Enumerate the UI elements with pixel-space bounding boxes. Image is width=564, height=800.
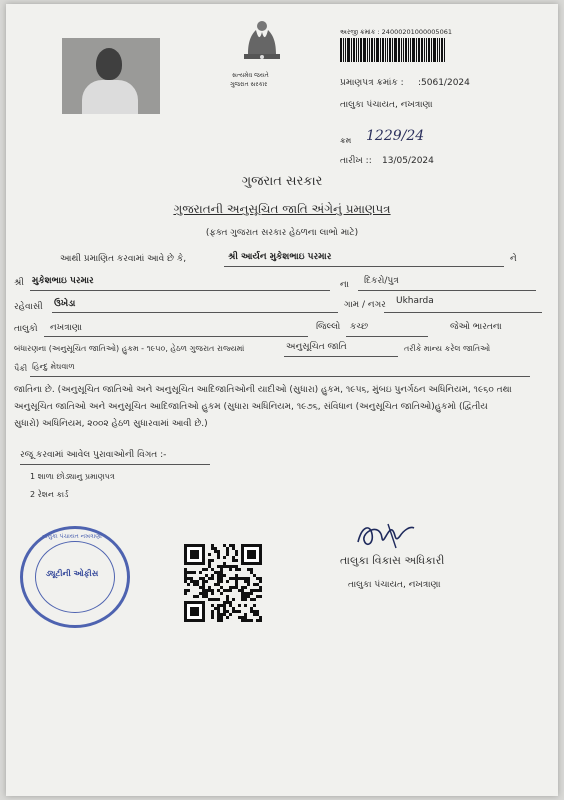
recognized-text: તરીકે માન્ય કરેલ જાતિઓ [404, 344, 491, 353]
subcaste-value: હિન્દુ મેઘવાળ [32, 362, 75, 371]
document-item [30, 472, 115, 482]
taluka-value: નખત્રાણા [50, 323, 82, 333]
certificate-page [6, 4, 558, 796]
relation: દિકરો/પુત્ર [364, 276, 399, 286]
district-line [346, 318, 428, 337]
official-seal [20, 526, 130, 628]
application-number: અરજી ક્રમાંક : 24000201000005061 [340, 28, 452, 36]
resident-label: રહેવાસી [14, 302, 43, 312]
subcaste-label: પૈકી [14, 364, 28, 373]
taluka-line [44, 318, 308, 337]
caste-category-line [284, 338, 398, 357]
documents-heading: રજૂ કરવામાં આવેલ પુરાવાઓની વિગત :- [20, 450, 167, 460]
line-end-1: ને [510, 254, 517, 264]
certify-prefix: આથી પ્રમાણિત કરવામાં આવે છે કે, [60, 254, 187, 264]
village-label: ગામ / નગર [344, 300, 386, 310]
seal-center-text: ડ્યૂટીની ઓફીસ [45, 569, 99, 578]
government-title: ગુજરાત સરકાર [241, 174, 323, 189]
district-value: કચ્છ [350, 322, 369, 332]
relation-line [358, 272, 536, 291]
document-item-label: શાળા છોડ્યાનુ પ્રમાણપત્ર [37, 472, 115, 481]
certificate-number: :5061/2024 [418, 78, 470, 88]
father-name-line [30, 272, 330, 291]
district-label: જિલ્લો [316, 322, 341, 332]
serial-handwritten: 1229/24 [366, 128, 425, 144]
na-label: ના [340, 280, 349, 290]
document-item [30, 490, 68, 500]
father-prefix: શ્રી [14, 278, 24, 288]
seal-ring-text: તાલુકા પંચાયત નખત્રાણા [42, 533, 102, 540]
applicant-photo [62, 38, 160, 114]
constitution-text: બંધારણના (અનુસૂચિત જાતિઓ) હુકમ - ૧૯૫૦, હેઠળ ગુજરાત રાજ્યમાં [14, 344, 245, 353]
taluka-label: તાલુકો [14, 324, 38, 334]
issue-date: 13/05/2024 [382, 156, 434, 166]
qr-code [184, 544, 262, 622]
emblem-caption-motto: સત્યમેવ જયતે [232, 72, 269, 79]
signatory-office: તાલુકા પંચાયત, નખત્રાણા [348, 580, 441, 590]
caste-category: અનુસૂચિત જાતિ [286, 342, 347, 352]
document-item-number: 2 [30, 490, 36, 499]
village-value: Ukharda [396, 296, 434, 306]
documents-heading-underline [20, 464, 210, 465]
applicant-name: શ્રી આર્યન મુકેશભાઇ પરમાર [228, 252, 332, 262]
document-item-label: રેશન કાર્ડ [37, 490, 69, 499]
resident-value: ઉખેડા [54, 299, 76, 309]
legal-paragraph: જાતિના છે. (અનુસૂચિત જાતિઓ અને અનુસૂચિત આદિજાતિઓની યાદીઓ (સુધારા) હુકમ, ૧૯૫૬, મુંબઇ પુનર્ગઠન અધિનિયમ, ૧૯૬૦ તથા અનુસૂચિત જાતિઓ અને અનુસૂચિત આદિજાતિઓ હુકમ (સુધારા અધિનિયમ, ૧૯૭૬, સંવિધાન (અનુસૂચિત જાતિઓ)હુકમો (દ્વિતીય સુધારો) અધિનિયમ, ૨૦૦૨ હેઠળ સુધારવામાં આવી છે.) [14, 385, 512, 429]
signatory-designation: તાલુકા વિકાસ અધિકારી [340, 554, 445, 567]
state-suffix: જેઓ ભારતના [450, 322, 502, 332]
applicant-name-line [224, 248, 504, 267]
issuer-line: તાલુકા પંચાયત, નખત્રાણા [340, 100, 433, 110]
signature-icon [352, 518, 418, 552]
resident-line [52, 294, 338, 313]
document-item-number: 1 [30, 472, 36, 481]
emblem-caption-state: ગુજરાત સરકાર [230, 81, 268, 88]
village-line [384, 294, 542, 313]
certificate-number-label: પ્રમાણપત્ર ક્રમાંક : [340, 78, 404, 88]
date-label: તારીખ :: [340, 156, 372, 166]
serial-label: ક્રમ [340, 136, 352, 145]
certificate-title: ગુજરાતની અનુસૂચિત જાતિ અંગેનું પ્રમાણપત્ર [173, 202, 391, 216]
national-emblem-icon [238, 18, 286, 70]
subcaste-line [30, 358, 530, 377]
father-name: મુકેશભાઇ પરમાર [32, 276, 94, 286]
barcode [340, 38, 466, 62]
certificate-subtitle: (ફક્ત ગુજરાત સરકાર હેઠળના લાભો માટે) [205, 228, 359, 238]
